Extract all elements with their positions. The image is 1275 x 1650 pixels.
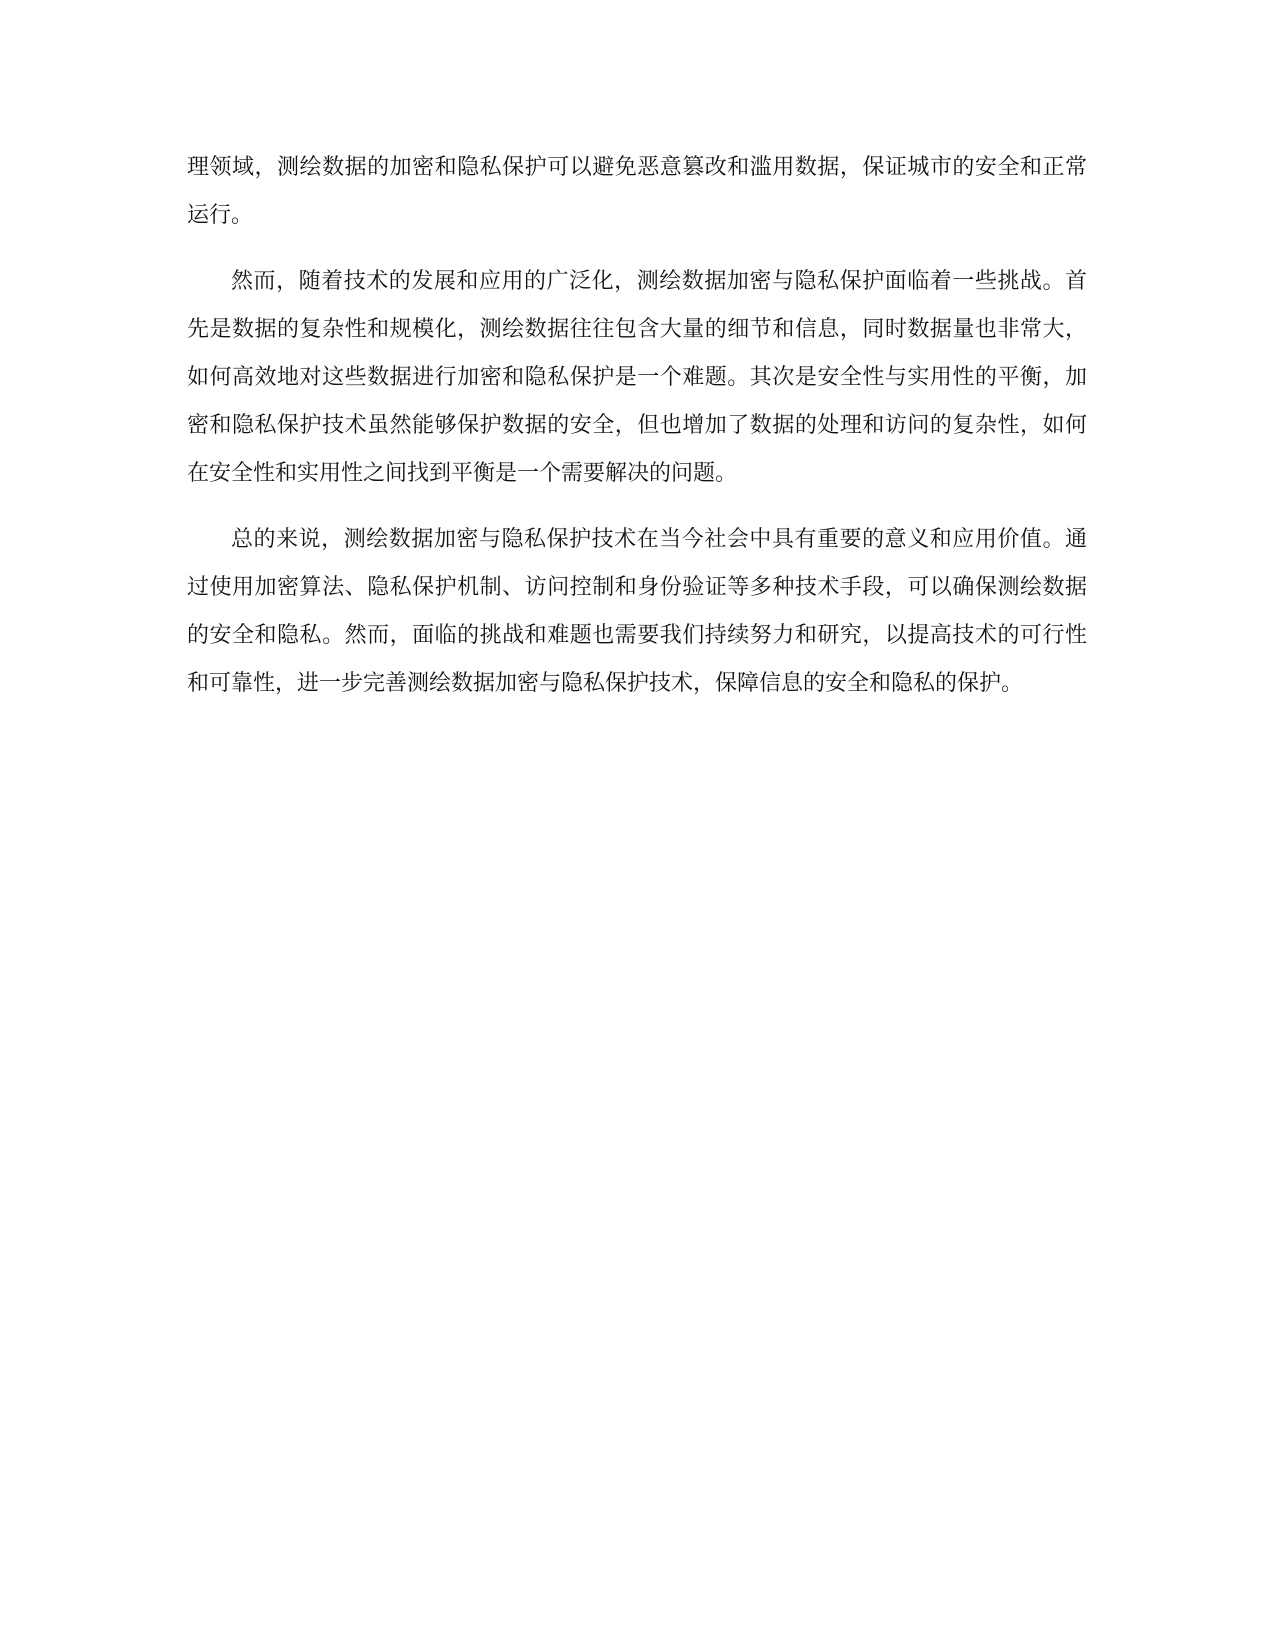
paragraph-conclusion: 总的来说，测绘数据加密与隐私保护技术在当今社会中具有重要的意义和应用价值。通过使用加密算法、隐私保护机制、访问控制和身份验证等多种技术手段，可以确保测绘数据的安全和隐私。然而，面临的挑战和难题也需要我们持续努力和研究，以提高技术的可行性和可靠性，进一步完善测绘数据加密与隐私保护技术，保障信息的安全和隐私的保护。 (187, 527, 1087, 696)
paragraph-challenges: 然而，随着技术的发展和应用的广泛化，测绘数据加密与隐私保护面临着一些挑战。首先是数据的复杂性和规模化，测绘数据往往包含大量的细节和信息，同时数据量也非常大，如何高效地对这些数据进行加密和隐私保护是一个难题。其次是安全性与实用性的平衡，加密和隐私保护技术虽然能够保护数据的安全，但也增加了数据的处理和访问的复杂性，如何在安全性和实用性之间找到平衡是一个需要解决的问题。 (187, 269, 1087, 486)
document-body (187, 144, 1087, 708)
paragraph-continued: 理领域，测绘数据的加密和隐私保护可以避免恶意篡改和滥用数据，保证城市的安全和正常运行。 (187, 155, 1087, 228)
